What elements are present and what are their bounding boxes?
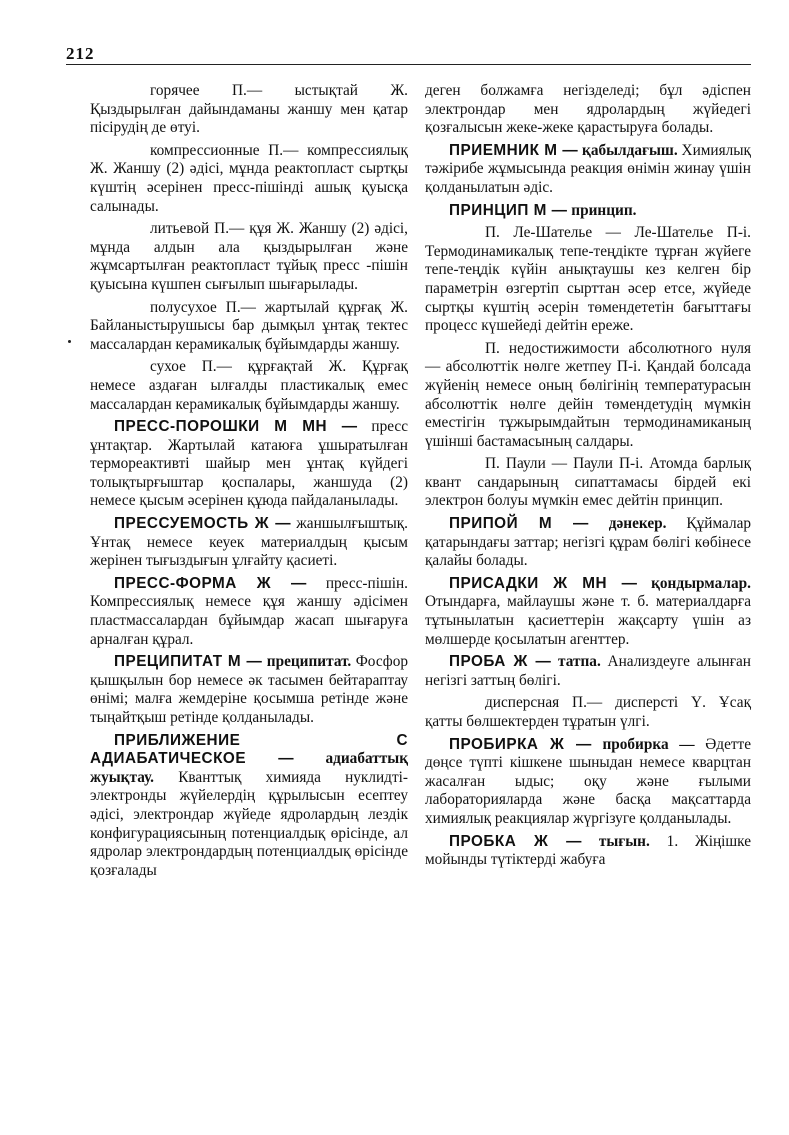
sub-entry: П. Паули — Паули П-і. Атомда барлық квант сандарының сипаттамасы бірдей екі электрон болуы мүмкін емес дейтін принцип. [425, 455, 751, 510]
dictionary-entry [90, 653, 408, 727]
entry-translation: пробирка — [602, 735, 695, 753]
entry-translation: дәнекер. [608, 515, 667, 533]
dictionary-entry [90, 732, 408, 881]
entry-headword: ПРОБИРКА Ж — [449, 735, 592, 753]
entry-headword: ПРИПОЙ М — [449, 515, 589, 533]
page-number: 212 [66, 44, 95, 63]
entry-headword: ПРЕСС-ФОРМА Ж — [114, 574, 307, 592]
header-rule [66, 64, 751, 65]
entry-definition: жаншылғыштық. Ұнтақ немесе кеуек материалдың қысым жерінен тығыздығын ұлғайту қасиеті. [90, 515, 409, 570]
entry-headword: ПРЕССУЕМОСТЬ Ж — [114, 515, 292, 533]
entry-translation: преципитат. [266, 653, 352, 671]
entry-headword: ПРИЕМНИК М — [449, 141, 579, 159]
entry-headword: ПРЕСС-ПОРОШКИ М МН — [114, 418, 358, 436]
entry-headword: ПРЕЦИПИТАТ М — [114, 653, 263, 671]
entry-translation: татпа. [558, 653, 601, 671]
entry-translation: тығын. [598, 832, 650, 850]
entry-definition: Құймалар қатарындағы заттар; негізгі құрам бөлігі көбінесе қалайы болады. [425, 515, 752, 570]
entry-translation: принцип. [571, 201, 637, 219]
entry-headword: ПРОБА Ж — [449, 653, 552, 671]
entry-definition: пресс-пішін. Компрессиялық немесе құя жаншу әдісімен пластмассалардан бұйымдар жасап шығаруға арналған құрал. [90, 574, 408, 648]
dictionary-entry [90, 418, 408, 511]
dictionary-entry [425, 575, 751, 649]
sub-entry: компрессионные П.— компрессиялық Ж. Жаншу (2) әдісі, мұнда реактопласт сыртқы күштің әсерінен пресс-пішінді ашық қуысқа салынады. [90, 141, 408, 215]
dictionary-entry [425, 515, 751, 571]
entry-translation: қабылдағыш. [582, 141, 678, 159]
dictionary-entry [425, 202, 751, 221]
entry-headword: ПРИСАДКИ Ж МН — [449, 574, 638, 592]
dictionary-entry [425, 653, 751, 690]
dictionary-entry [425, 736, 751, 829]
entry-definition: Әдетте дөңсе түпті кішкене шыныдан немесе кварцтан жасалған ыдыс; оқу және ғылыми лабораторияларда және басқа мақсаттарда химиялық реакциялар жүргізуге қолданылады. [425, 735, 752, 827]
dictionary-entry [90, 515, 408, 571]
right-column [425, 82, 751, 874]
continued-text: деген болжамға негізделеді; бұл әдіспен электрондар мен ядролардың жүйедегі қозғалысын жеке-жеке қарастыруға болады. [425, 82, 751, 137]
sub-entry: литьевой П.— құя Ж. Жаншу (2) әдісі, мұнда алдын ала қыздырылған және жұмсартылған реактопласт тұйық пресс -пішін қуысына күшпен сығылып шығарылады. [90, 220, 408, 293]
sub-entry: горячее П.— ыстықтай Ж. Қыздырылған дайындаманы жаншу мен қатар пісірудің де өтуі. [90, 82, 408, 137]
sub-entry: сухое П.— құрғақтай Ж. Құрғақ немесе аздаған ылғалды пластикалық емес массалардан керамикалық бұйымдарды жаншу. [90, 358, 408, 413]
entry-definition: Химиялық тәжірибе жұмысында реакция өнімін жинау үшін қолданылатын әдіс. [425, 141, 751, 196]
entry-translation: қондырмалар. [651, 574, 751, 592]
sub-entry: П. недостижимости абсолютного нуля — абсолюттік нөлге жетпеу П-і. Қандай болсада жүйенің немесе оның бөлігінің температурасын абсолюттік нөлге дейін төмендетудің мүмкін еместігін тұжырымдайтын термодинамиканың үшінші бастамасының салдары. [425, 339, 751, 450]
entry-definition: Кванттық химияда нуклидті-электронды жүйелердің құрылысын есептеу әдісі, электрондар жүйеде ядролардың лездік конфигурацияcының потенциалдық өрісінде, ал ядролар электрондардың потенциалдық өрісінде қозғалады [90, 768, 408, 879]
sub-entry: П. Ле-Шателье — Ле-Шателье П-і. Термодинамикалық тепе-теңдікте тұрған жүйеге тепе-теңдік күйін анықтаушы кез келген бір параметрін өзгертіп сырттан әсер етсе, жүйеде сыртқы күштің әсерін төмендететін бағыттағы процесс күшейеді дейтін ереже. [425, 224, 751, 335]
entry-definition: Фосфор қышқылын бор немесе әк тасымен бейтараптау өнімі; малға жемдеріне қосымша ретінде және тыңайтқыш ретінде қолданылады. [90, 653, 409, 726]
dictionary-entry [90, 575, 408, 649]
entry-headword: ПРИБЛИЖЕНИЕ С АДИАБАТИЧЕСКОЕ — [90, 731, 408, 768]
sub-entry: дисперсная П.— дисперсті Ү. Ұсақ қатты бөлшектерден тұратын үлгі. [425, 694, 751, 730]
entry-translation: адиабаттық жуықтау. [90, 750, 409, 786]
entry-headword: ПРИНЦИП М — [449, 201, 568, 219]
sub-entry: полусухое П.— жартылай құрғақ Ж. Байланыстырушысы бар дымқыл ұнтақ тектес массалардан керамикалық бұйымдарды жаншу. [90, 298, 408, 353]
entry-definition: пресс ұнтақтар. Жартылай катаюға ұшыратылған термореактивті шайыр мен ұнтақ күйдегі толықтырғыштар қоспалары, жаншуда (2) немесе қысым әсерінен құюда пайдаланылады. [90, 418, 408, 510]
entry-definition: 1. Жіңішке мойынды түтіктерді жабуға [425, 832, 752, 869]
dictionary-entry [425, 833, 751, 870]
entry-definition: Анализдеуге алынған негізгі заттың бөлігі. [425, 653, 751, 689]
entry-headword: ПРОБКА Ж — [449, 832, 582, 850]
left-column [90, 82, 408, 884]
margin-dot [68, 340, 71, 343]
dictionary-entry [425, 142, 751, 198]
entry-definition: Отындарға, майлаушы және т. б. материалдарға тұтынылатын қасиеттерін жақсарту үшін аз мөлшерде қосылатын агенттер. [425, 593, 751, 648]
